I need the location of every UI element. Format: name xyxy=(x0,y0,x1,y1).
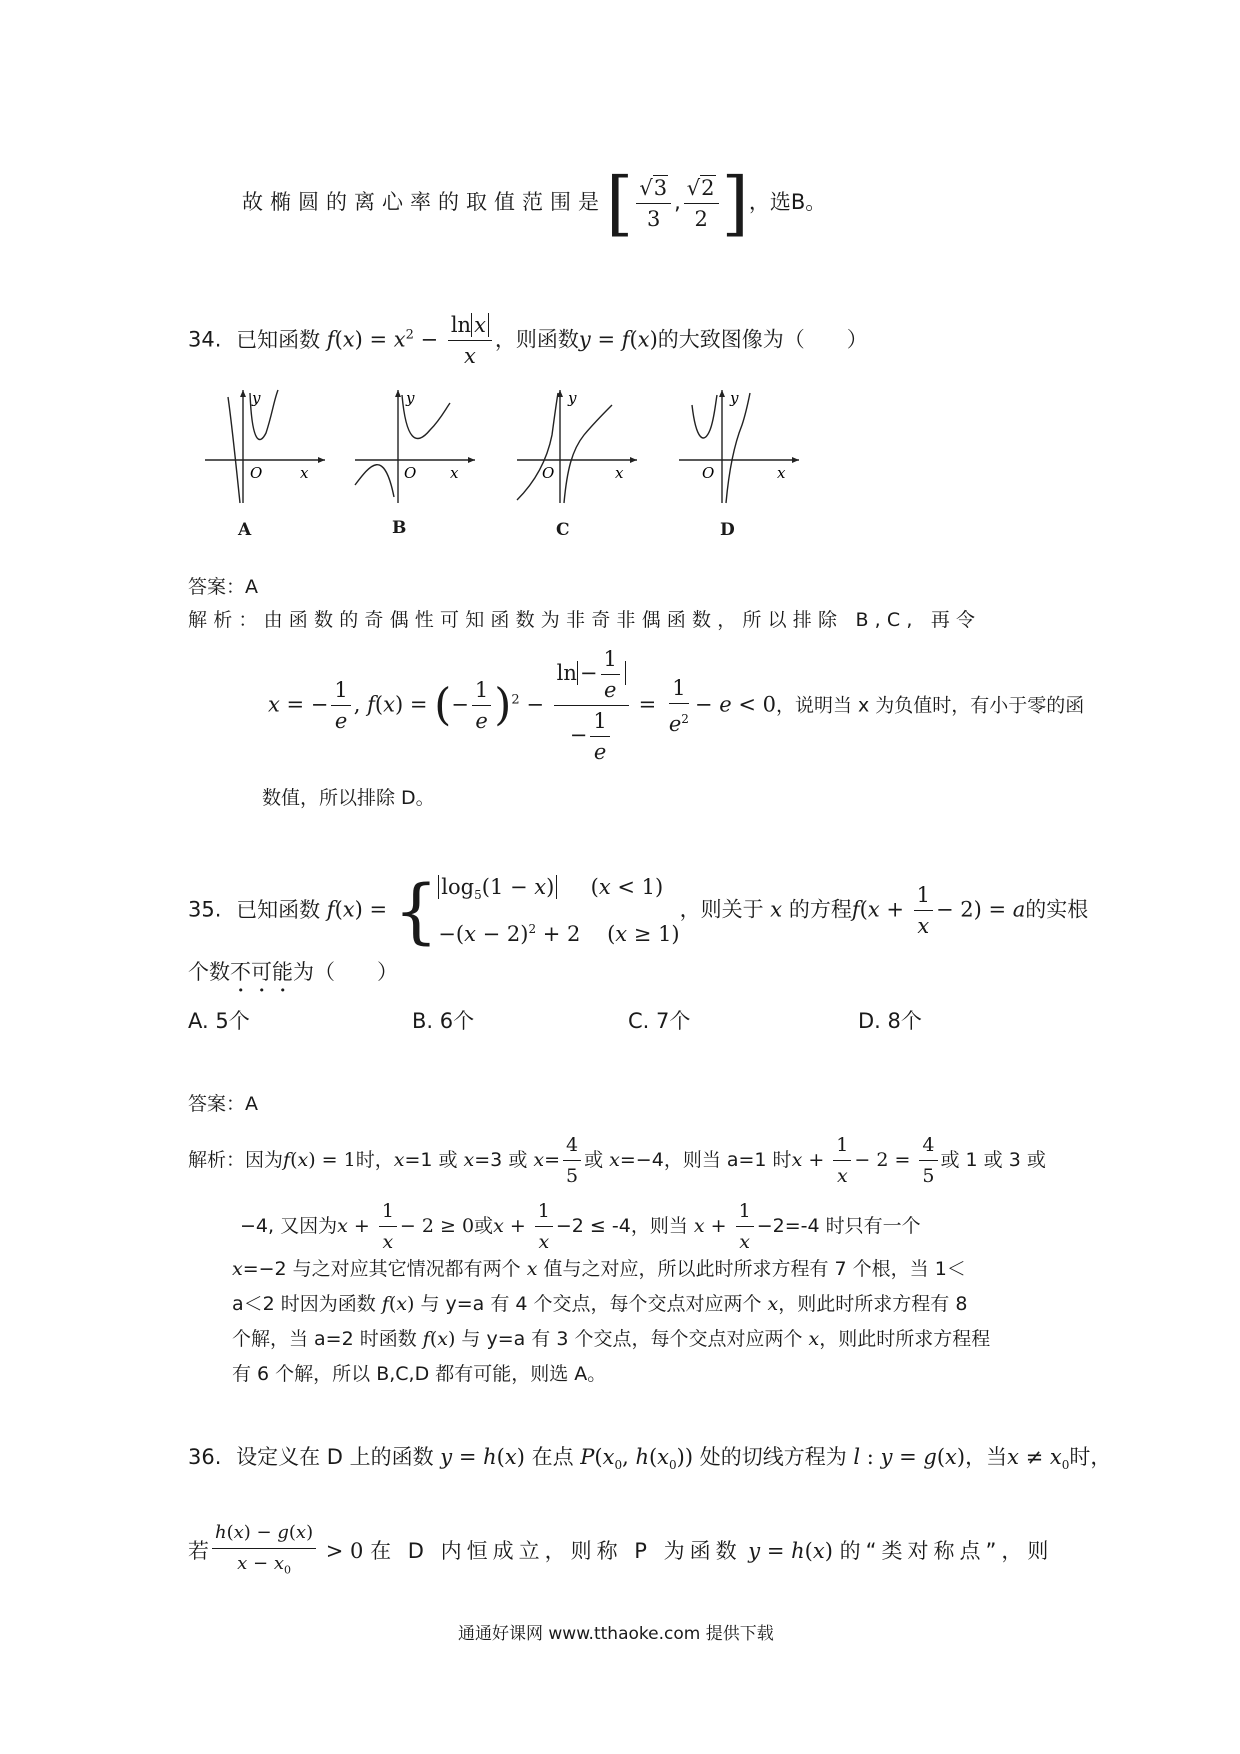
q35-analysis-line1: 解析：因为f(x) = 1时，x=1 或 x=3 或 x= $\frac{4}{5}$ 或 x=−4，则当 a=1 时x + $\frac{1}{x}$ − 2 = $\frac{4}{5}$ 或 1 或 3 或 xyxy=(188,1134,1046,1187)
graph-b-label: B xyxy=(392,518,407,538)
graph-a-y-label: y xyxy=(252,389,261,407)
graph-c-label: C xyxy=(556,520,570,540)
graph-a-label: A xyxy=(238,520,252,540)
q35-stem-line2 xyxy=(188,958,398,997)
q34-analysis2-suffix: ，说明当 x 为负值时，有小于零的函 xyxy=(775,694,1085,717)
q34-analysis-formula: x = − $\frac{1}{e}$ , f(x) = (− $\frac{1}{e}$ )$^2$ − ln − $\frac{1}{e}$ − $\frac{1}{e}$ = $\frac{1}{e^2}$ − e < 0，说明当 x 为负值时，有小于零的函 xyxy=(268,647,1085,764)
q35-an1-d: =3 或 xyxy=(474,1149,528,1171)
graph-d-origin-label: O xyxy=(702,464,715,482)
q36-line2: 若 $\frac{h(x) - g(x)}{x - x_0}$ > 0 在 D 内恒成立，则称 P 为函数 y = h(x) 的“类对称点”，则 xyxy=(188,1522,1054,1577)
ecc-prefix: 故椭圆的离心率的取值范围是 xyxy=(242,190,606,214)
q35-an1-g: 或 1 或 3 或 xyxy=(940,1149,1046,1171)
q35-an2-d: −2=-4 时只有一个 xyxy=(756,1215,921,1237)
q35-an2-c: −2 ≤ -4，则当 xyxy=(555,1215,688,1237)
graph-b-origin-label: O xyxy=(404,464,417,482)
q35-line2-dot: 不可能 xyxy=(230,960,293,984)
graph-a-x-label: x xyxy=(300,464,309,482)
q36-d: ，当 xyxy=(965,1445,1008,1469)
q35-stem: 35. 已知函数 f(x) = { $\log_5(1 - x)$ (x < 1) $-(x - 2)^2 + 2$ (x ≥ 1) ，则关于 x 的方程f(x + $\frac{1}{x}$ − 2) = a的实根 xyxy=(188,869,1089,952)
q34-suffix: 的大致图像为（ ） xyxy=(657,327,868,352)
q35-an3: =−2 与之对应其它情况都有两个 xyxy=(242,1258,521,1280)
graph-a-origin-label: O xyxy=(250,464,263,482)
q35-analysis-line2: −4, 又因为x + $\frac{1}{x}$ − 2 ≥ 0或x + $\frac{1}{x}$ −2 ≤ -4，则当 x + $\frac{1}{x}$ −2=-4 时只有一个 xyxy=(240,1200,921,1253)
option-c: C. 7个 xyxy=(628,1009,691,1033)
q35-line2-b: 为（ ） xyxy=(293,960,398,984)
q35-an1-f: =−4，则当 a=1 时 xyxy=(619,1149,792,1171)
q35-analysis-line4: a＜2 时因为函数 f(x) 与 y=a 有 4 个交点，每个交点对应两个 x，则此时所求方程有 8 xyxy=(232,1293,968,1315)
q36-number: 36. xyxy=(188,1445,222,1469)
q36-2b: 在 D 内恒成立，则称 P 为函数 xyxy=(370,1538,742,1563)
graph-c-origin-label: O xyxy=(542,464,555,482)
footer: 通通好课网 www.tthaoke.com 提供下载 xyxy=(458,1624,774,1644)
graph-d-x-label: x xyxy=(777,464,786,482)
q35-answer: 答案：A xyxy=(188,1093,258,1115)
q35-an5-c: ，则此时所求方程程 xyxy=(819,1328,991,1350)
q35-mid2: 的方程 xyxy=(788,897,852,922)
graph-c-x-label: x xyxy=(615,464,624,482)
q35-an1-e: 或 xyxy=(584,1149,604,1171)
q35-an4-a: a＜2 时因为函数 xyxy=(232,1293,376,1315)
q34-mid: ，则函数 xyxy=(494,327,579,352)
graph-b-y-label: y xyxy=(406,389,415,407)
q36-2c: 的“类对称点”，则 xyxy=(839,1538,1054,1563)
q36-a: 设定义在 D 上的函数 xyxy=(236,1445,434,1469)
q34-stem: 34. 已知函数 $f(x) = x^2$ − $\frac{\text{ln x}}{x}$ ，则函数y = f(x)的大致图像为（ ） xyxy=(188,313,868,368)
q34-answer: 答案：A xyxy=(188,576,258,598)
q36-stem: 36. 设定义在 D 上的函数 y = h(x) 在点 $P(x_0$, $h(x_0)$) 处的切线方程为 l : y = g(x)，当$x \ne x_0$时， xyxy=(188,1445,1112,1473)
graph-b xyxy=(350,385,480,515)
graph-c xyxy=(512,385,642,515)
graph-c-y-label: y xyxy=(568,389,577,407)
q35-analysis-line3: x=−2 与之对应其它情况都有两个 x 值与之对应，所以此时所求方程有 7 个根，当 1＜ xyxy=(232,1258,966,1280)
q35-suffix: 的实根 xyxy=(1025,897,1089,922)
ecc-line: 故椭圆的离心率的取值范围是[ $\frac{√3}{3}$ , $\frac{√2}{2}$ ]，选B。 xyxy=(242,162,827,244)
q35-an2-b: 或 xyxy=(474,1215,494,1237)
q35-line2-a: 个数 xyxy=(188,960,230,984)
q36-c: 处的切线方程为 xyxy=(699,1445,847,1469)
q35-analysis-line5: 个解，当 a=2 时函数 f(x) 与 y=a 有 3 个交点，每个交点对应两个 x，则此时所求方程程 xyxy=(232,1328,991,1350)
graph-d-label: D xyxy=(720,520,735,540)
q35-an5-b: 与 y=a 有 3 个交点，每个交点对应两个 xyxy=(461,1328,803,1350)
q35-mid: ，则关于 xyxy=(679,897,764,922)
q34-analysis: 解析：由函数的奇偶性可知函数为非奇非偶函数，所以排除 B,C, 再令 xyxy=(188,609,982,631)
q34-analysis3: 数值，所以排除 D。 xyxy=(262,787,435,809)
q36-2a: 若 xyxy=(188,1538,209,1563)
ecc-suffix: ，选B。 xyxy=(748,190,827,214)
option-d: D. 8个 xyxy=(858,1009,922,1033)
q35-an1-b: 时， xyxy=(355,1149,394,1171)
q35-analysis-line6: 有 6 个解，所以 B,C,D 都有可能，则选 A。 xyxy=(232,1363,607,1385)
q36-b: 在点 xyxy=(531,1445,574,1469)
option-a: A. 5个 xyxy=(188,1009,250,1033)
q35-an5-a: 个解，当 a=2 时函数 xyxy=(232,1328,417,1350)
q35-an4-c: ，则此时所求方程有 8 xyxy=(778,1293,968,1315)
q35-an4-b: 与 y=a 有 4 个交点，每个交点对应两个 xyxy=(420,1293,762,1315)
q34-number: 34. xyxy=(188,327,222,352)
q35-an2-a: −4, 又因为 xyxy=(240,1215,338,1237)
graph-d xyxy=(674,385,804,515)
graph-d-y-label: y xyxy=(730,389,739,407)
q35-prefix: 已知函数 xyxy=(236,897,321,922)
graph-a xyxy=(200,385,330,515)
q36-e: 时， xyxy=(1069,1445,1112,1469)
q35-an1-a: 解析：因为 xyxy=(188,1149,284,1171)
q34-prefix: 已知函数 xyxy=(236,327,321,352)
q35-an3-b: 值与之对应，所以此时所求方程有 7 个根，当 1＜ xyxy=(543,1258,966,1280)
graph-b-x-label: x xyxy=(450,464,459,482)
q35-an1-c: =1 或 xyxy=(404,1149,458,1171)
option-b: B. 6个 xyxy=(412,1009,475,1033)
q35-number: 35. xyxy=(188,897,222,922)
